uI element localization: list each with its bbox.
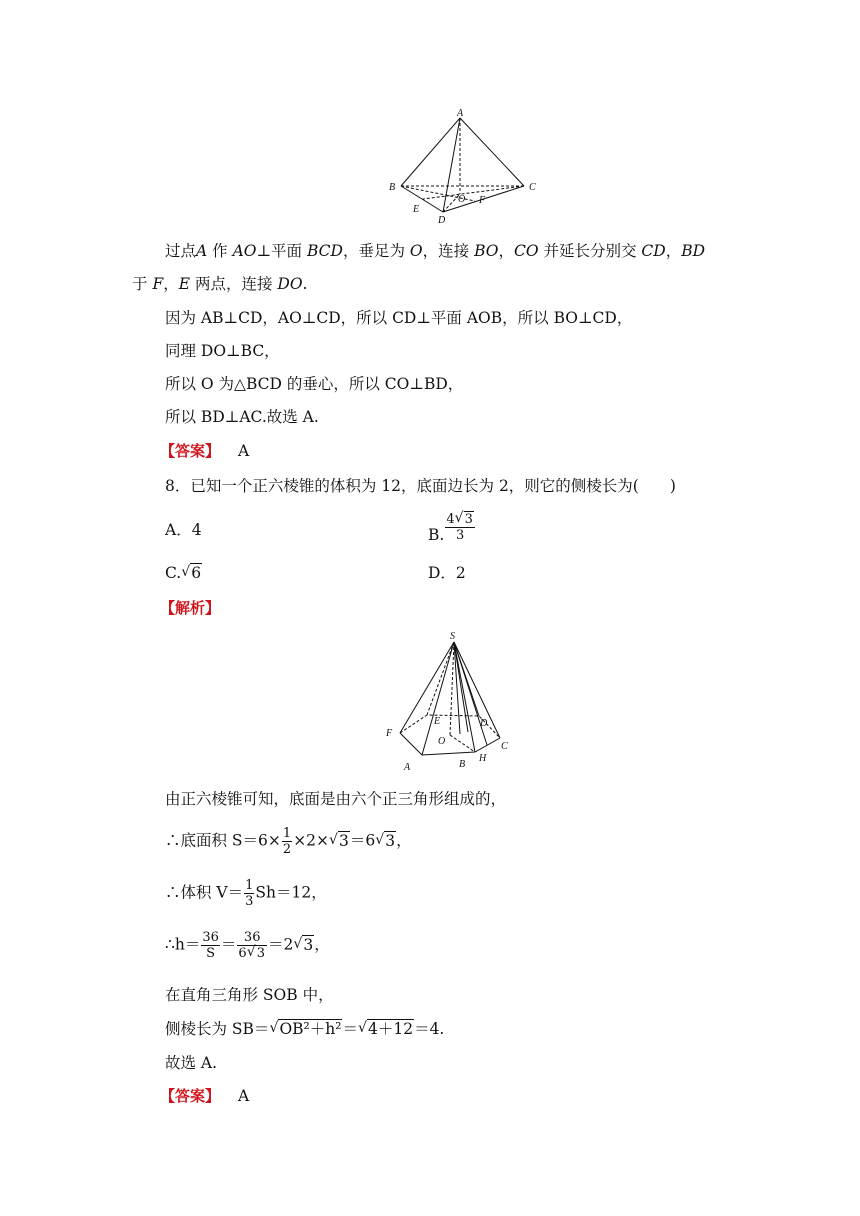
- label-E: E: [434, 716, 441, 727]
- label-F: F: [386, 728, 393, 739]
- label-A: A: [457, 108, 464, 119]
- label-H: H: [479, 753, 487, 764]
- label-C: C: [529, 182, 536, 193]
- analysis-tag: 【解析】: [160, 599, 221, 617]
- sol7-line5: 所以 O 为△BCD 的垂心，所以 CO⊥BD，: [165, 375, 464, 393]
- label-D: D: [480, 718, 488, 729]
- label-S: S: [450, 631, 455, 642]
- tetrahedron-figure: [383, 106, 536, 226]
- hexagonal-pyramid-figure: [380, 628, 520, 778]
- option-c: C.√ 6: [165, 563, 202, 583]
- label-O: O: [458, 194, 466, 205]
- sol8-line7: 故选 A.: [165, 1054, 218, 1072]
- sol8-line4: ∴h＝ $\frac{36}{S}$ ＝ $\frac{36}{6√ 3}$ ＝2√ 3，: [165, 930, 330, 966]
- sol8-line5: 在直角三角形 SOB 中，: [165, 986, 334, 1004]
- sol7-line2: 于 F，E 两点，连接 DO.: [132, 275, 308, 293]
- label-A: A: [404, 762, 411, 773]
- option-b: B. $\frac{4√ 3}{3}$: [428, 512, 476, 543]
- sol8-line2: ∴底面积 S＝6× $\frac{1}{2}$ ×2×√ 3＝6√ 3，: [165, 826, 412, 862]
- sol8-line6: 侧棱长为 SB＝√ OB²＋h²＝√ 4＋12＝4.: [165, 1019, 444, 1039]
- answer-tag: 【答案】: [160, 442, 221, 460]
- q8-options-row1: [0, 512, 860, 552]
- sol7-line3: 因为 AB⊥CD，AO⊥CD，所以 CD⊥平面 AOB，所以 BO⊥CD，: [165, 309, 633, 327]
- label-B: B: [389, 182, 396, 193]
- label-D: D: [438, 215, 446, 226]
- q8-stem: 8．已知一个正六棱锥的体积为 12，底面边长为 2，则它的侧棱长为( ): [165, 477, 676, 495]
- option-a: A．4: [165, 521, 202, 539]
- label-E: E: [413, 204, 420, 215]
- sol7-line4: 同理 DO⊥BC，: [165, 342, 280, 360]
- sol8-answer: 【答案】 A: [160, 1087, 250, 1105]
- label-C: C: [501, 741, 508, 752]
- sol8-line3: ∴体积 V＝ $\frac{1}{3}$ Sh＝12，: [165, 878, 327, 909]
- sol8-line1: 由正六棱锥可知，底面是由六个正三角形组成的，: [165, 790, 507, 808]
- answer-tag: 【答案】: [160, 1087, 221, 1105]
- label-F: F: [479, 195, 486, 206]
- label-O: O: [438, 736, 446, 747]
- label-B: B: [459, 759, 466, 770]
- sol7-answer: 【答案】 A: [160, 442, 250, 460]
- sol7-line1: 过点A 作 AO⊥平面 BCD，垂足为 O，连接 BO，CO 并延长分别交 CD，BD: [165, 242, 706, 260]
- sol7-line6: 所以 BD⊥AC.故选 A.: [165, 408, 319, 426]
- option-d: D．2: [428, 564, 466, 582]
